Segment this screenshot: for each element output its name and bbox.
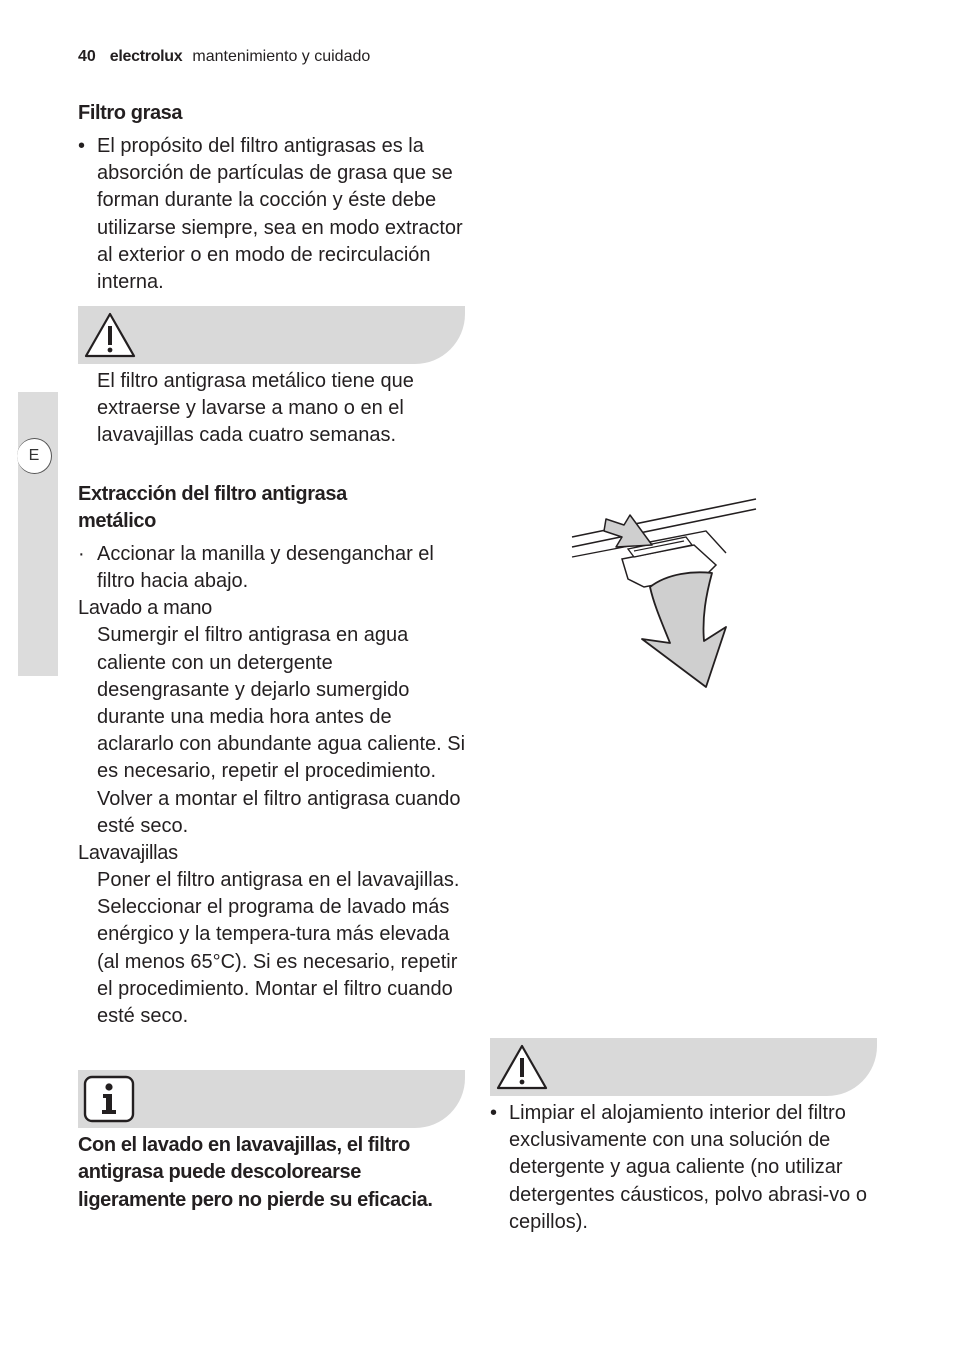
warning-box-2: [490, 1038, 877, 1096]
bullet-dot: •: [490, 1102, 498, 1124]
bullet-dot: ·: [78, 543, 85, 565]
warning-box-1: [78, 306, 465, 364]
bullet-warning-2: [490, 1100, 880, 1236]
heading-filtro-grasa: Filtro grasa: [78, 102, 183, 124]
info-note-text: Con el lavado en lavavajillas, el filtro antigrasa puede descolorearse ligeramente pero no pierde su eficacia.: [78, 1134, 433, 1211]
warning-triangle-icon: [82, 310, 138, 360]
info-icon: [82, 1074, 136, 1124]
subheading-lavavajillas: Lavavajillas: [78, 842, 178, 865]
bullet-extraccion: [78, 541, 468, 595]
section-title: mantenimiento y cuidado: [192, 48, 371, 65]
heading-extraccion-line2: metálico: [78, 510, 156, 532]
warning-1-text-block: [78, 368, 468, 450]
bullet-filtro-grasa-text: El propósito del filtro antigrasas es la absorción de partículas de grasa que se forman durante la cocción y éste debe utilizarse siempre, sea en modo extractor al exterior o en modo de recirculación interna.: [97, 135, 463, 294]
language-side-tab: [18, 392, 58, 676]
info-note-block: [78, 1132, 470, 1214]
section-filtro-grasa: [78, 100, 468, 296]
bullet-filtro-grasa: [78, 133, 468, 296]
bullet-extraccion-text: Accionar la manilla y desenganchar el filtro hacia abajo.: [97, 543, 434, 593]
bullet-warning-2-text: Limpiar el alojamiento interior del filtro exclusivamente con una solución de detergente y agua caliente (no utilizar detergentes cáusticos, polvo abrasi-vo o cepillos).: [509, 1102, 867, 1233]
warning-1-text: El filtro antigrasa metálico tiene que extraerse y lavarse a mano o en el lavavajillas cada cuatro semanas.: [97, 370, 414, 447]
brand-logo: electrolux: [109, 48, 183, 65]
section-extraccion: [78, 481, 468, 1030]
filter-removal-illustration: [566, 495, 766, 695]
bullet-dot: •: [78, 135, 86, 157]
text-lavado-a-mano: Sumergir el filtro antigrasa en agua caliente con un detergente desengrasante y dejarlo sumergido durante una media hora antes de aclararlo con abundante agua caliente. Si es necesario, repetir el procedimiento. Volver a montar el filtro antigrasa cuando esté seco.: [97, 624, 466, 837]
info-box: [78, 1070, 465, 1128]
text-lavavajillas: Poner el filtro antigrasa en el lavavajillas. Seleccionar el programa de lavado más enérgico y la tempera-tura más elevada (al menos 65°C). Si es necesario, repetir el procedimiento. Montar el filtro cuando esté seco.: [97, 869, 460, 1028]
language-tab-letter: E: [17, 438, 52, 474]
warning-triangle-icon: [494, 1042, 550, 1092]
subheading-lavado-a-mano: Lavado a mano: [78, 597, 212, 620]
heading-extraccion-line1: Extracción del filtro antigrasa: [78, 483, 347, 505]
page-header: [78, 48, 370, 66]
warning-2-text-block: [490, 1100, 880, 1236]
page-number: 40: [78, 48, 96, 65]
